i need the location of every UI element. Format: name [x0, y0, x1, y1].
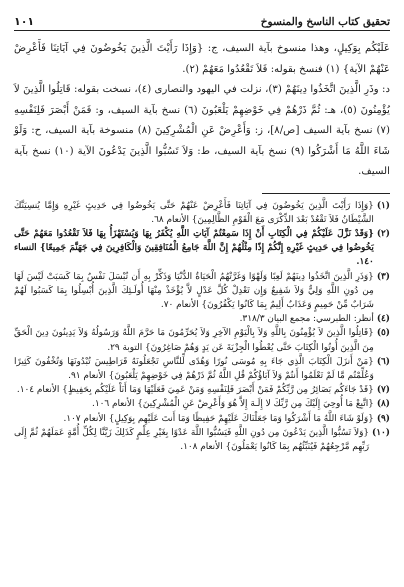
footnote-number: (٣) — [376, 271, 390, 282]
footnote-number: (١٠) — [372, 427, 390, 438]
footnote-number: (٢) — [376, 228, 390, 239]
footnote-8 — [14, 397, 390, 411]
footnote-text: {وَإِذَا رَأَيْتَ الَّذِينَ يَخُوضُونَ فِي آيَاتِنَا فَأَعْرِضْ عَنْهُمْ حَتَّى يَخُوضُوا فِي حَدِيثٍ غَيْرِهِ وَإِمَّا يُنسِيَنَّكَ الشَّيْطَانُ فَلاَ تَقْعُدْ بَعْدَ الذِّكْرَى مَعَ الْقَوْمِ الظَّالِمِينَ} الأنعام ٦٨. — [14, 200, 374, 225]
document-page — [14, 10, 390, 577]
book-title: تحقيق كتاب الناسخ والمنسوخ — [260, 16, 390, 28]
footnote-number: (٩) — [376, 413, 390, 424]
page-header — [14, 10, 390, 31]
footnote-7 — [14, 383, 390, 397]
footnote-2 — [14, 227, 390, 270]
footnote-text: {وَذَرِ الَّذِينَ اتَّخَذُوا دِينَهُمْ لَعِبًا وَلَهْوًا وَغَرَّتْهُمُ الْحَيَاةُ الدُّنْيَا وَذَكِّرْ بِهِ أَن تُبْسَلَ نَفْسٌ بِمَا كَسَبَتْ لَيْسَ لَهَا مِن دُونِ اللَّهِ وَلِيٌّ وَلاَ شَفِيعٌ وَإِن تَعْدِلْ كُلَّ عَدْلٍ لاَّ يُؤْخَذْ مِنْهَا أُولَـئِكَ الَّذِينَ أُبْسِلُوا بِمَا كَسَبُوا لَهُمْ شَرَابٌ مِّنْ حَمِيمٍ وَعَذَابٌ أَلِيمٌ بِمَا كَانُوا يَكْفُرُونَ} الأنعام ٧٠. — [14, 271, 374, 310]
footnote-text: {اتَّبِعْ مَا أُوحِيَ إِلَيْكَ مِن رَّبِّكَ لا إِلَـهَ إِلاَّ هُوَ وَأَعْرِضْ عَنِ الْمُشْرِكِينَ} الأنعام ١٠٦. — [92, 399, 374, 410]
footnote-4 — [14, 312, 390, 326]
main-text — [14, 39, 390, 183]
footnote-9 — [14, 412, 390, 426]
paragraph-1: عَلَيْكُم بِوَكِيلٍ، وهذا منسوخ بآية السيف، ج: {وَإِذَا رَأَيْتَ الَّذِينَ يَخُوضُونَ فِي آيَاتِنَا فَأَعْرِضْ عَنْهُمْ الآية} (١) فنسخ بقوله: فَلاَ تَقْعُدُوا مَعَهُمْ (٢). — [14, 43, 390, 75]
footnote-text: {وَقَدْ نَزَّلَ عَلَيْكُمْ فِي الْكِتَابِ أَنْ إِذَا سَمِعْتُمْ آيَاتِ اللَّهِ يُكْفَرُ بِهَا وَيُسْتَهْزَأُ بِهَا فَلاَ تَقْعُدُوا مَعَهُمْ حَتَّى يَخُوضُوا فِي حَدِيثٍ غَيْرِهِ إِنَّكُمْ إِذًا مِثْلُهُمْ إِنَّ اللَّهَ جَامِعُ الْمُنَافِقِينَ وَالْكَافِرِينَ فِي جَهَنَّمَ جَمِيعًا} النساء ١٤٠. — [14, 228, 374, 268]
footnote-text: {مَنْ أَنزَلَ الْكِتَابَ الَّذِي جَاءَ بِهِ مُوسَى نُورًا وَهُدًى لِّلنَّاسِ تَجْعَلُونَهُ قَرَاطِيسَ تُبْدُونَهَا وَتُخْفُونَ كَثِيرًا وَعُلِّمْتُم مَّا لَمْ تَعْلَمُوا أَنتُمْ وَلاَ آبَاؤُكُمْ قُلِ اللَّهُ ثُمَّ ذَرْهُمْ فِي خَوْضِهِمْ يَلْعَبُونَ} الأنعام ٩١. — [14, 356, 374, 381]
page-number: ١٠١ — [14, 15, 35, 28]
footnote-text: أنظر: الطبرسي: مجمع البيان ٣١٨/٣. — [239, 314, 374, 325]
footnote-text: {قَاتِلُوا الَّذِينَ لاَ يُؤْمِنُونَ بِاللَّهِ وَلاَ بِالْيَوْمِ الآخِرِ وَلاَ يُحَرِّمُونَ مَا حَرَّمَ اللَّهُ وَرَسُولُهُ وَلاَ يَدِينُونَ دِينَ الْحَقِّ مِنَ الَّذِينَ أُوتُوا الْكِتَابَ حَتَّى يُعْطُوا الْجِزْيَةَ عَن يَدٍ وَهُمْ صَاغِرُونَ} التوبة ٢٩. — [14, 328, 374, 353]
footnote-number: (٨) — [376, 399, 390, 410]
footnote-text: {وَلاَ تَسُبُّوا الَّذِينَ يَدْعُونَ مِن دُونِ اللَّهِ فَيَسُبُّوا اللَّهَ عَدْوًا بِغَيْرِ عِلْمٍ كَذَلِكَ زَيَّنَّا لِكُلِّ أُمَّةٍ عَمَلَهُمْ ثُمَّ إِلَى رَبِّهِم مَّرْجِعُهُمْ فَيُنَبِّئُهُم بِمَا كَانُوا يَعْمَلُونَ} الأنعام ١٠٨. — [14, 427, 370, 452]
footnote-10 — [14, 426, 390, 454]
footnote-3 — [14, 270, 390, 313]
footnotes — [14, 199, 390, 455]
footnote-number: (٤) — [376, 314, 390, 325]
footnote-number: (٦) — [376, 356, 390, 367]
footnote-text: {وَلَوْ شَاءَ اللَّهُ مَا أَشْرَكُوا وَمَا جَعَلْنَاكَ عَلَيْهِمْ حَفِيظًا وَمَا أَنتَ عَلَيْهِم بِوَكِيلٍ} الأنعام ١٠٧. — [63, 413, 374, 424]
footnote-number: (١) — [376, 200, 390, 211]
footnote-6 — [14, 355, 390, 383]
footnote-5 — [14, 326, 390, 354]
footnote-text: {قَدْ جَاءَكُم بَصَائِرُ مِن رَّبِّكُمْ فَمَنْ أَبْصَرَ فَلِنَفْسِهِ وَمَنْ عَمِيَ فَعَلَيْهَا وَمَا أَنَاْ عَلَيْكُم بِحَفِيظٍ} الأنعام ١٠٤. — [16, 385, 374, 396]
footnote-1 — [14, 199, 390, 227]
footnote-separator — [262, 193, 390, 194]
paragraph-2: د: وذَرِ الَّذِينَ اتَّخَذُوا دِينَهُمْ (٣)، نزلت في اليهود والنصارى (٤)، نسخت بقوله: قَاتِلُوا الَّذِينَ لاَ يُؤْمِنُونَ (٥)، هـ: ثُمَّ ذَرْهُمْ فِي خَوْضِهِمْ يَلْعَبُونَ (٦) نسخ بآية السيف، و: فَمَنْ أَبْصَرَ فَلِنَفْسِهِ (٧) نسخ بآية السيف [ص/٨]، ز: وَأَعْرِضْ عَنِ الْمُشْرِكِينَ (٨) منسوخة بآية السيف، ح: وَلَوْ شَاءَ اللَّهُ مَا أَشْرَكُوا (٩) نسخ بآية السيف، ط: وَلاَ تَسُبُّوا الَّذِينَ يَدْعُونَ الآية (١٠) نسخ بآية السيف. — [14, 84, 390, 177]
footnote-number: (٧) — [376, 385, 390, 396]
footnote-number: (٥) — [376, 328, 390, 339]
